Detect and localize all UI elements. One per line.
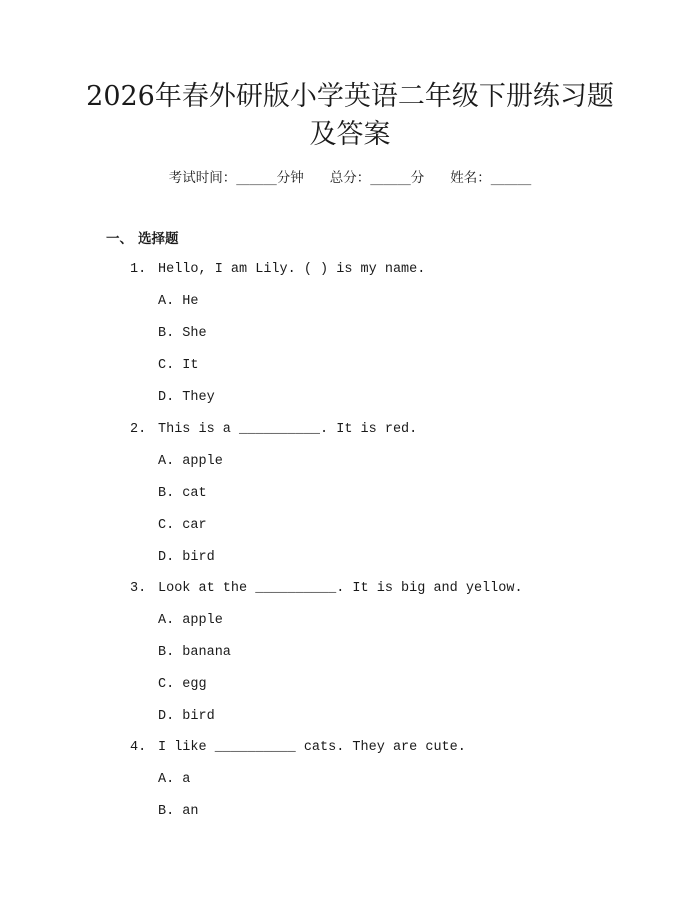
title-line-2: 及答案 <box>309 119 391 150</box>
question-1-option-d: D. They <box>158 390 215 405</box>
section-number: 一、 <box>106 231 133 247</box>
section-heading <box>106 229 179 249</box>
question-3-option-d: D. bird <box>158 709 215 724</box>
question-3-option-c: C. egg <box>158 677 207 692</box>
question-text: This is a __________. It is red. <box>158 422 418 437</box>
exam-time-label: 考试时间：______分钟 <box>168 170 304 186</box>
title-line-1: 2026年春外研版小学英语二年级下册练习题 <box>86 81 614 112</box>
question-2-option-b: B. cat <box>158 486 207 501</box>
question-text: Look at the __________. It is big and yellow. <box>158 581 523 596</box>
question-text: I like __________ cats. They are cute. <box>158 740 466 755</box>
question-4-option-a: A. a <box>158 772 191 787</box>
question-2-option-c: C. car <box>158 518 207 533</box>
question-1 <box>130 260 425 280</box>
question-number: 2. <box>130 422 147 437</box>
question-4 <box>130 738 466 758</box>
question-2 <box>130 420 417 440</box>
question-2-option-a: A. apple <box>158 454 223 469</box>
question-4-option-b: B. an <box>158 804 199 819</box>
total-score-label: 总分：______分 <box>329 170 425 186</box>
question-3 <box>130 579 523 599</box>
document-title <box>60 78 640 154</box>
question-number: 1. <box>130 262 147 277</box>
exam-info <box>0 168 700 188</box>
student-name-label: 姓名：______ <box>450 170 532 186</box>
question-2-option-d: D. bird <box>158 550 215 565</box>
question-text: Hello, I am Lily. ( ) is my name. <box>158 262 426 277</box>
question-number: 4. <box>130 740 147 755</box>
question-3-option-a: A. apple <box>158 613 223 628</box>
section-title: 选择题 <box>138 231 179 247</box>
question-number: 3. <box>130 581 147 596</box>
question-3-option-b: B. banana <box>158 645 231 660</box>
question-1-option-b: B. She <box>158 326 207 341</box>
question-1-option-a: A. He <box>158 294 199 309</box>
question-1-option-c: C. It <box>158 358 199 373</box>
